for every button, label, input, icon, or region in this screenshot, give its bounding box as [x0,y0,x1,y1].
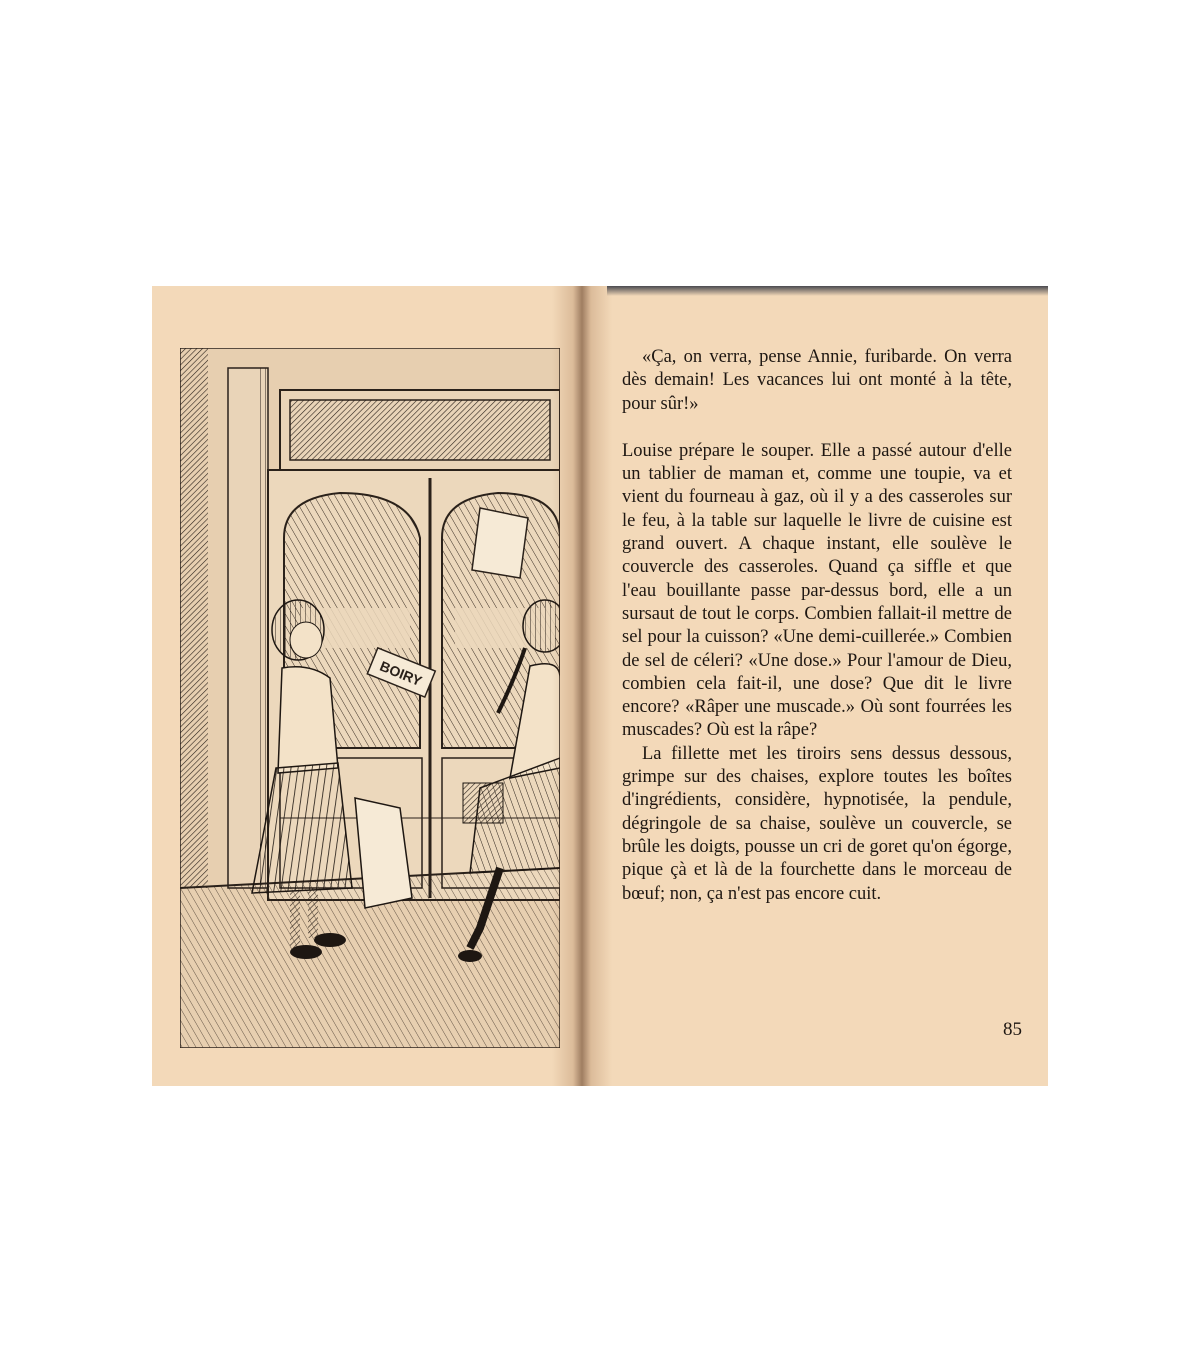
paragraph-1: «Ça, on verra, pense Annie, furibarde. On verra dès demain! Les vacances lui ont monté à la tête, pour sûr!» [622,347,1012,414]
illustration [180,348,560,1048]
shop-sign-text: BOIRY [377,657,425,690]
body-text [622,346,1012,906]
paragraph-2: Louise prépare le souper. Elle a passé autour d'elle un tablier de maman et, comme une toupie, va et vient du fourneau à gaz, où il y a des casseroles sur le feu, à la table sur laquelle le livre de cuisine est grand ouvert. A chaque instant, elle soulève le couvercle des casseroles. Quand ça siffle et que l'eau bouillante passe par-dessus bord, elle a un sursaut de tout le corps. Combien fallait-il mettre de sel pour la cuisson? «Une demi-cuillerée.» Combien de sel de céleri? «Une dose.» Pour l'amour de Dieu, combien cela fait-il, une dose? Que dit le livre encore? «Râper une muscade.» Où sont fourrées les muscades? Où est la râpe? [622,440,1012,741]
open-book [152,286,1048,1086]
page-number: 85 [1003,1019,1022,1040]
right-page [582,286,1048,1086]
left-page [152,286,582,1086]
paragraph-3: La fillette met les tiroirs sens dessus dessous, grimpe sur des chaises, explore toutes les boîtes d'ingrédients, considère, hypnotisée, la pendule, dégringole de sa chaise, soulève un couvercle, se brûle les doigts, pousse un cri de goret qu'on égorge, pique çà et là de la fourchette dans le morceau de bœuf; non, ça n'est pas encore cuit. [622,743,1012,904]
